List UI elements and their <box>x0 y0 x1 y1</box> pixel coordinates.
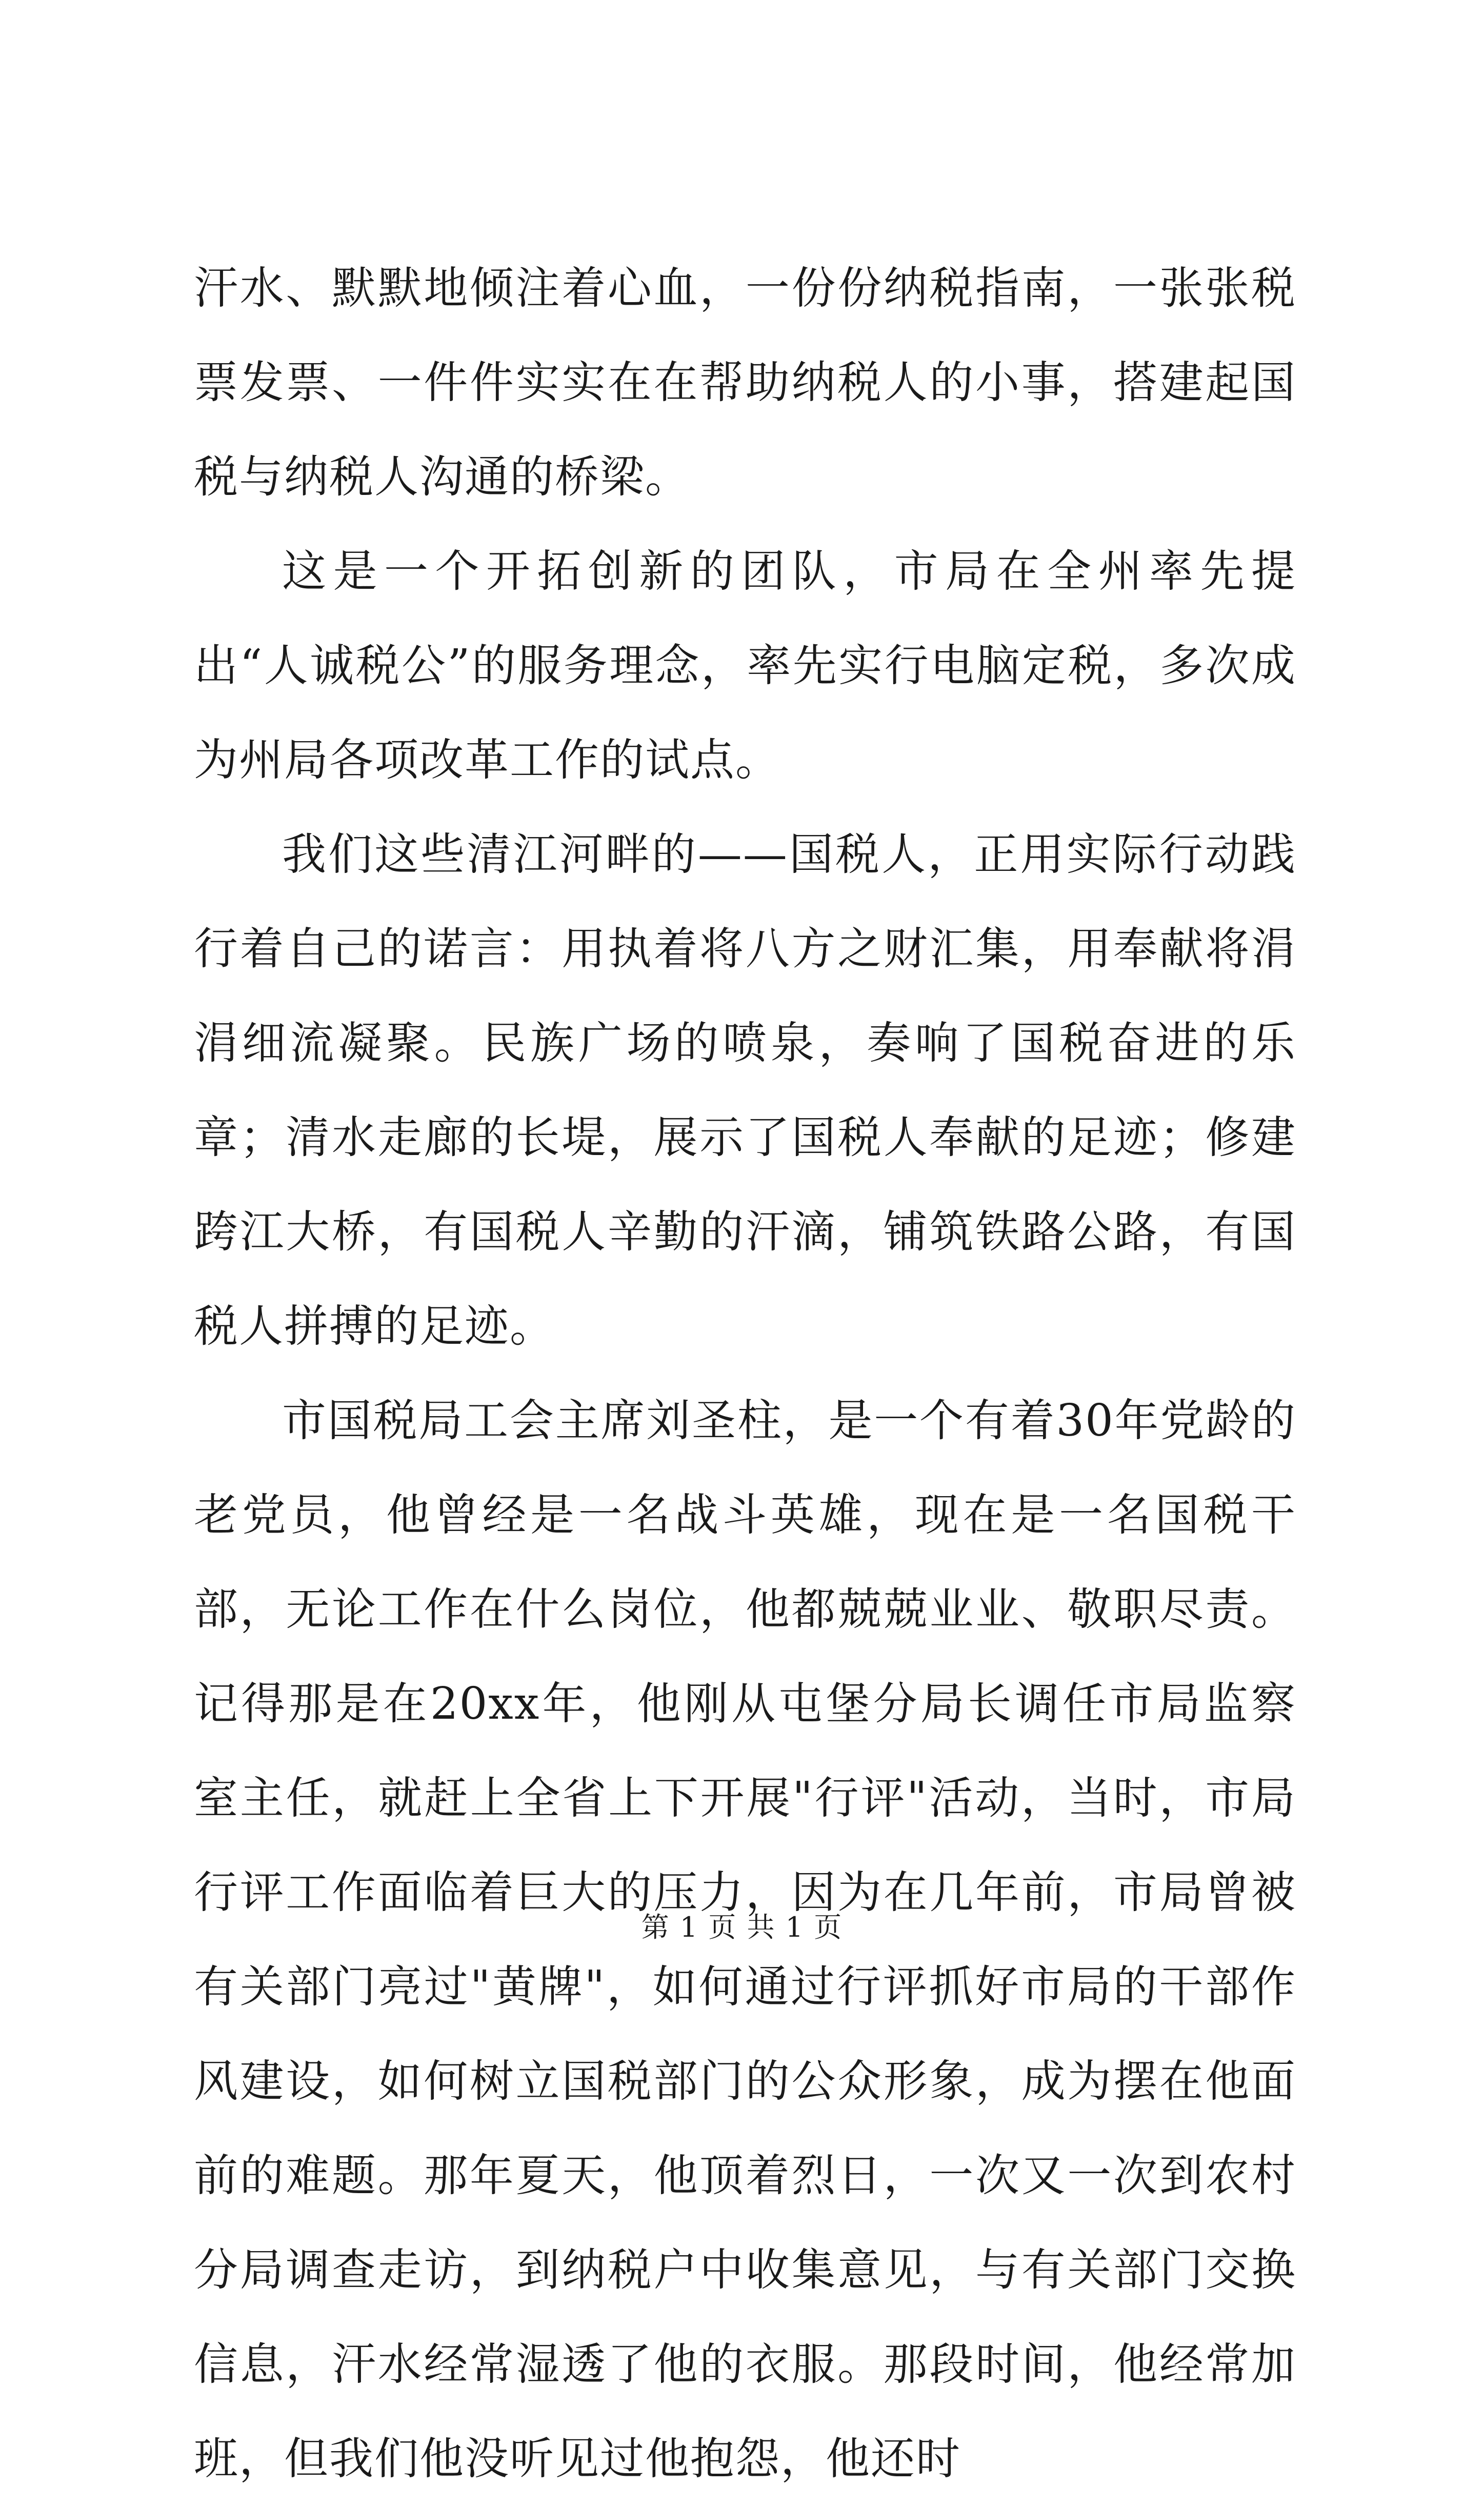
page-number-footer: 第 1 页 共 1 页 <box>641 1911 843 1943</box>
paragraph-4: 市国税局工会主席刘圣柱，是一个有着30年党龄的老党员，他曾经是一名战斗英雄，现在是一名国税干部，无论工作在什么岗位，他都兢兢业业、敬职尽责。记得那是在20xx年，他刚从屯堡分局长调任市局监察室主任，就赶上全省上下开展"行评"活动，当时，市局行评工作面临着巨大的压力，因为在几年前，市局曾被有关部门亮过"黄牌"，如何通过行评抓好市局的干部作风建设，如何树立国税部门的公众形象，成为摆在他面前的难题。那年夏天，他顶着烈日，一次又一次到农村分局调查走访，到纳税户中收集意见，与有关部门交换信息，汗水经常湿透了他的衣服。那段时间，他经常加班，但我们他没听见过他抱怨，他还时 <box>194 1395 1296 2484</box>
paragraph-3: 我们这些清江河畔的——国税人，正用实际行动践行着自己的诺言：用执着将八方之财汇集，用奉献将涓涓细流凝聚。民族广场的喷泉，奏响了国税奋进的乐章；清水走廊的长堤，展示了国税人奉献的足迹；修建跨江大桥，有国税人辛勤的汗滴，铺筑铁路公路，有国税人拼搏的足迹。 <box>194 829 1296 1352</box>
paragraph-2: 这是一个开拓创新的团队，市局在全州率先提出“人诚税公”的服务理念，率先实行电脑定税，多次成为州局各项改革工作的试点。 <box>194 546 1296 786</box>
paragraph-1: 汗水、默默地倾注着心血，一份份纳税指南，一张张税票发票、一件件实实在在帮助纳税人的小事，搭建起国税与纳税人沟通的桥梁。 <box>194 263 1296 503</box>
document-body <box>194 241 1296 2506</box>
